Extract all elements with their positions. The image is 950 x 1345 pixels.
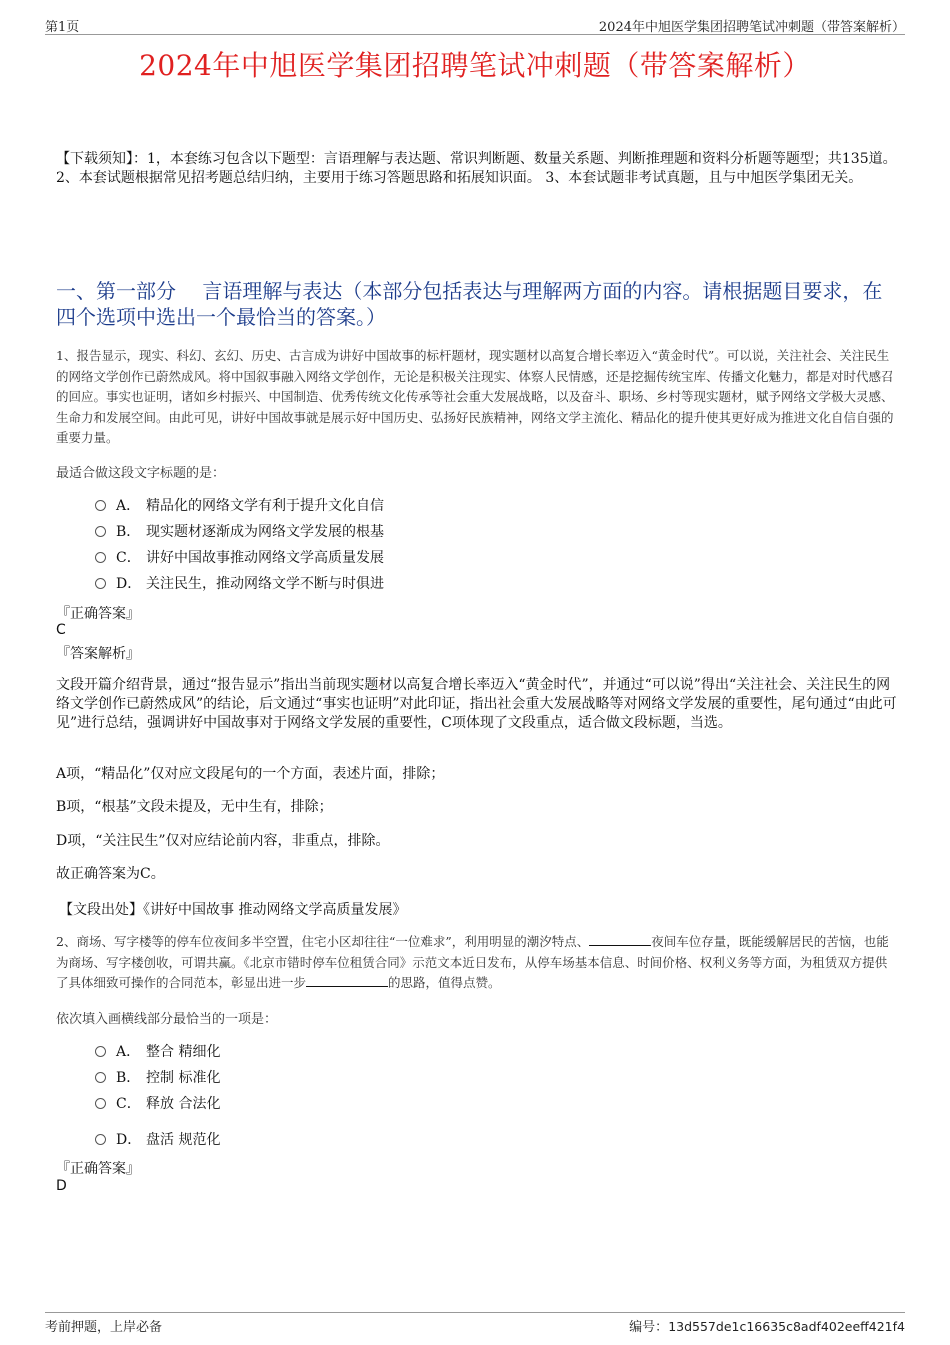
q1-answer-label: 『正确答案』	[56, 606, 140, 622]
q1-source: 【文段出处】《讲好中国故事 推动网络文学高质量发展》	[59, 902, 407, 918]
question-2-prompt: 依次填入画横线部分最恰当的一项是：	[56, 1012, 278, 1027]
footer-code: 编号：13d557de1c16635c8adf402eeff421f4	[629, 1319, 905, 1335]
section-heading: 一、第一部分 言语理解与表达（本部分包括表达与理解两方面的内容。请根据题目要求，在四个选项中选出一个最恰当的答案。）	[56, 279, 883, 329]
q2-option-a[interactable]: A． 整合 精细化	[95, 1042, 220, 1062]
header-doc-title: 2024年中旭医学集团招聘笔试冲刺题（带答案解析）	[598, 20, 905, 35]
question-1-prompt: 最适合做这段文字标题的是：	[56, 466, 226, 481]
q1-option-b[interactable]: B． 现实题材逐渐成为网络文学发展的根基	[95, 522, 384, 542]
radio-icon[interactable]	[95, 1046, 106, 1057]
question-1-text: 1、报告显示，现实、科幻、玄幻、历史、古言成为讲好中国故事的标杆题材，现实题材以高复合增长率迈入“黄金时代”。可以说，关注社会、关注民生的网络文学创作已蔚然成风。将中国叙事融入网络文学创作，无论是积极关注现实、体察人民情感，还是挖掘传统宝库、传播文化魅力，都是对时代感召的回应。事实也证明，诸如乡村振兴、中国制造、优秀传统文化传承等社会重大发展战略，以及奋斗、职场、乡村等现实题材，赋予网络文学极大灵感、生命力和发展空间。由此可见，讲好中国故事就是展示好中国历史、弘扬好民族精神，网络文学主流化、精品化的提升使其更好成为推进文化自信自强的重要力量。	[56, 348, 894, 445]
q1-option-a[interactable]: A． 精品化的网络文学有利于提升文化自信	[95, 496, 384, 516]
q1-answer: C	[56, 622, 66, 638]
q1-option-c[interactable]: C． 讲好中国故事推动网络文学高质量发展	[95, 548, 384, 568]
page-footer	[45, 1312, 905, 1335]
radio-icon[interactable]	[95, 578, 106, 589]
q2-option-c[interactable]: C． 释放 合法化	[95, 1094, 220, 1114]
q1-analysis-a: A项，“精品化”仅对应文段尾句的一个方面，表述片面，排除；	[56, 766, 445, 782]
footer-slogan: 考前押题，上岸必备	[45, 1320, 163, 1335]
q2-answer-label: 『正确答案』	[56, 1161, 140, 1177]
download-notice: 【下载须知】：1，本套练习包含以下题型：言语理解与表达题、常识判断题、数量关系题、判断推理题和资料分析题等题型；共135道。 2、本套试题根据常见招考题总结归纳，主要用于练习答题思路和拓展知识面。 3、本套试题非考试真题，且与中旭医学集团无关。	[56, 151, 897, 186]
radio-icon[interactable]	[95, 526, 106, 537]
q1-analysis-d: D项，“关注民生”仅对应结论前内容，非重点，排除。	[56, 833, 390, 849]
q1-option-d[interactable]: D． 关注民生，推动网络文学不断与时俱进	[95, 574, 384, 594]
radio-icon[interactable]	[95, 1098, 106, 1109]
fill-blank-2	[306, 974, 388, 987]
q1-analysis-conclusion: 故正确答案为C。	[56, 866, 165, 882]
q1-analysis-label: 『答案解析』	[56, 646, 140, 662]
fill-blank-1	[589, 933, 651, 946]
radio-icon[interactable]	[95, 500, 106, 511]
q2-option-b[interactable]: B． 控制 标准化	[95, 1068, 220, 1088]
q2-answer: D	[56, 1178, 67, 1194]
q2-option-d[interactable]: D． 盘活 规范化	[95, 1130, 220, 1150]
radio-icon[interactable]	[95, 552, 106, 563]
radio-icon[interactable]	[95, 1134, 106, 1145]
q1-analysis-main: 文段开篇介绍背景，通过“报告显示”指出当前现实题材以高复合增长率迈入“黄金时代”，并通过“可以说”得出“关注社会、关注民生的网络文学创作已蔚然成风”的结论，后文通过“事实也证明”对此印证，指出社会重大发展战略等对网络文学发展的重要性，尾句通过“由此可见”进行总结，强调讲好中国故事对于网络文学发展的重要性，C项体现了文段重点，适合做文段标题，当选。	[56, 677, 897, 731]
page-header	[45, 14, 905, 35]
q1-analysis-b: B项，“根基”文段未提及，无中生有，排除；	[56, 799, 333, 815]
question-2-text: 2、商场、写字楼等的停车位夜间多半空置，住宅小区却往往“一位难求”，利用明显的潮汐特点、 夜间车位存量，既能缓解居民的苦恼，也能为商场、写字楼创收，可谓共赢。《北京市错时停车位租赁合同》示范文本近日发布，从停车场基本信息、时间价格、权利义务等方面，为租赁双方提供了具体细致可操作的合同范本，彰显出进一步 的思路，值得点赞。	[56, 934, 889, 990]
radio-icon[interactable]	[95, 1072, 106, 1083]
page-number: 第1页	[45, 20, 80, 35]
document-title: 2024年中旭医学集团招聘笔试冲刺题（带答案解析）	[139, 49, 811, 82]
